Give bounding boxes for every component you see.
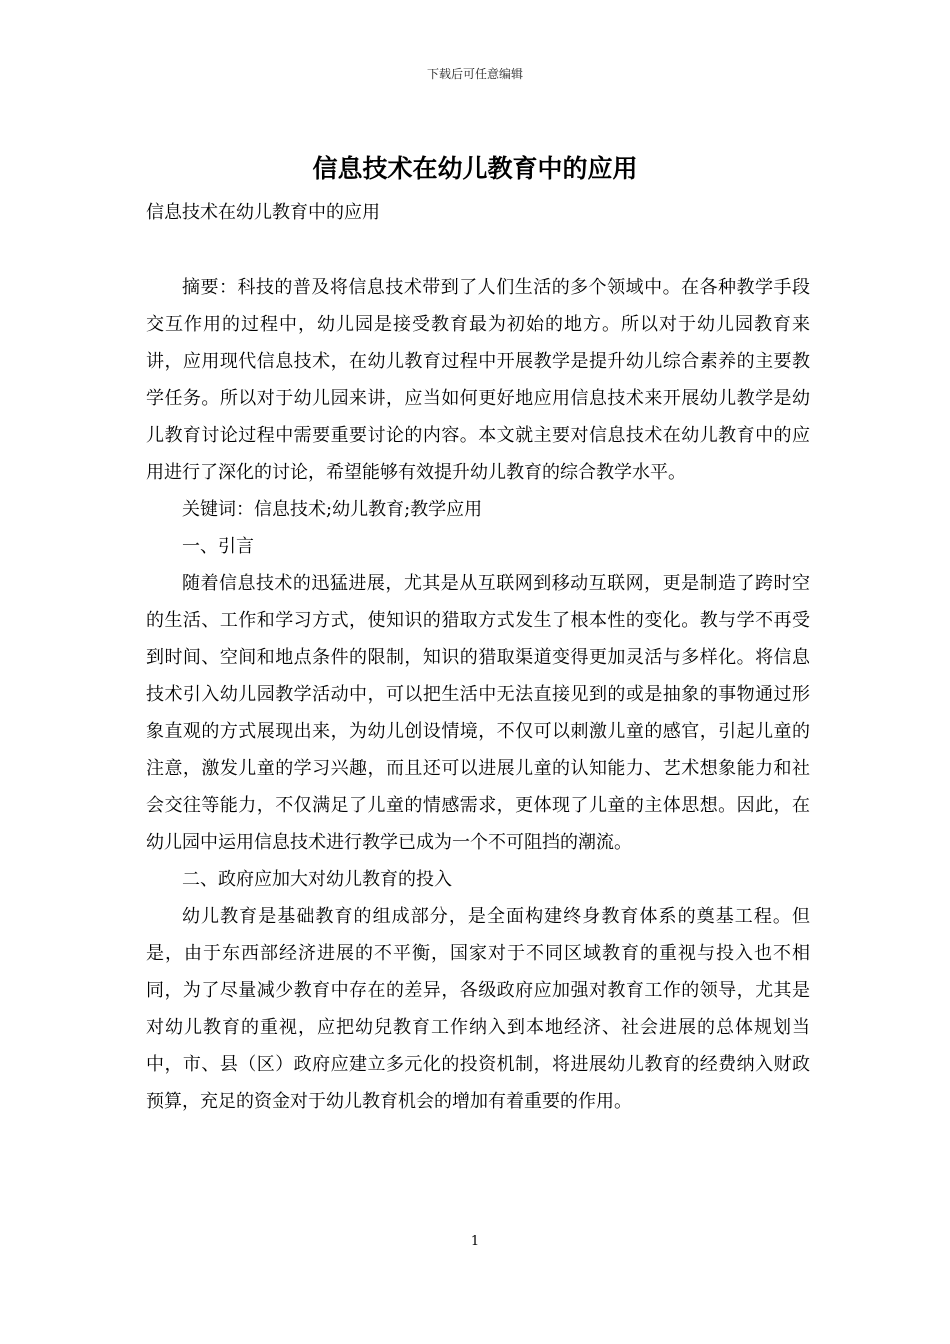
government-paragraph: 幼儿教育是基础教育的组成部分，是全面构建终身教育体系的奠基工程。但是，由于东西部经济进展的不平衡，国家对于不同区域教育的重视与投入也不相同，为了尽量减少教育中存在的差异，各级政府应加强对教育工作的领导，尤其是对幼儿教育的重视，应把幼兒教育工作纳入到本地经济、社会进展的总体规划当中，市、县（区）政府应建立多元化的投资机制，将进展幼儿教育的经费纳入财政预算，充足的资金对于幼儿教育机会的增加有着重要的作用。: [146, 906, 810, 1112]
keywords-paragraph: 关键词：信息技术;幼儿教育;教学应用: [182, 499, 483, 520]
page-number: 1: [470, 1234, 480, 1249]
section-heading-introduction: 一、引言: [182, 536, 254, 557]
introduction-paragraph: 随着信息技术的迅猛进展，尤其是从互联网到移动互联网，更是制造了跨时空的生活、工作和学习方式，使知识的猎取方式发生了根本性的变化。教与学不再受到时间、空间和地点条件的限制，知识的猎取渠道变得更加灵活与多样化。将信息技术引入幼儿园教学活动中，可以把生活中无法直接见到的或是抽象的事物通过形象直观的方式展现出来，为幼儿创设情境，不仅可以刺激儿童的感官，引起儿童的注意，激发儿童的学习兴趣，而且还可以进展儿童的认知能力、艺术想象能力和社会交往等能力，不仅满足了儿童的情感需求，更体现了儿童的主体思想。因此，在幼儿园中运用信息技术进行教学已成为一个不可阻挡的潮流。: [146, 573, 810, 853]
page-header-note: 下载后可任意编辑: [426, 67, 523, 81]
document-subtitle: 信息技术在幼儿教育中的应用: [146, 202, 380, 223]
section-heading-government: 二、政府应加大对幼儿教育的投入: [182, 869, 452, 890]
document-body: [146, 269, 810, 1120]
document-title: 信息技术在幼儿教育中的应用: [312, 154, 638, 183]
abstract-paragraph: 摘要：科技的普及将信息技术带到了人们生活的多个领域中。在各种教学手段交互作用的过程中，幼儿园是接受教育最为初始的地方。所以对于幼儿园教育来讲，应用现代信息技术，在幼儿教育过程中开展教学是提升幼儿综合素养的主要教学任务。所以对于幼儿园来讲，应当如何更好地应用信息技术来开展幼儿教学是幼儿教育讨论过程中需要重要讨论的内容。本文就主要对信息技术在幼儿教育中的应用进行了深化的讨论，希望能够有效提升幼儿教育的综合教学水平。: [146, 277, 810, 483]
